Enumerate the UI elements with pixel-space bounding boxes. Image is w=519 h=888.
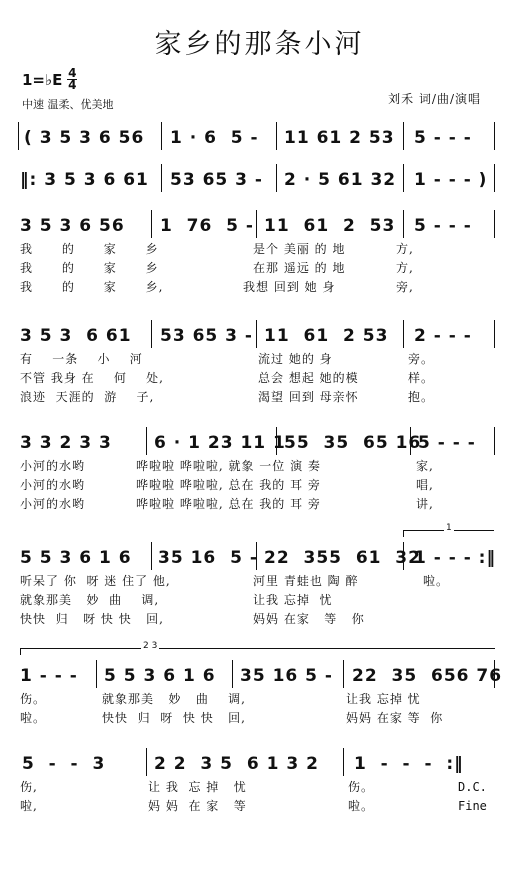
dc-marking: D.C. <box>458 780 487 794</box>
measure: 35 16 5 - <box>158 548 258 568</box>
measure: 1 - - - ) <box>414 170 488 190</box>
lyric-line: 我 的 家 乡, 我想 回到 她 身 旁, <box>20 280 414 294</box>
score-system-1 <box>18 122 496 152</box>
lyric-line: 小河的水哟 哗啦啦 哗啦啦, 总在 我的 耳 旁 讲, <box>20 497 434 511</box>
score-system-5 <box>18 427 496 514</box>
lyric-line: 小河的水哟 哗啦啦 哗啦啦, 就象 一位 演 奏 家, <box>20 459 434 473</box>
measure: 1 - - - :‖ <box>414 548 496 568</box>
song-title: 家乡的那条小河 <box>154 29 365 60</box>
lyric-line: 伤, 让 我 忘 掉 忧 伤。 <box>20 780 375 794</box>
score-system-8 <box>18 748 496 816</box>
note-row <box>18 320 496 350</box>
measure: 5 5 3 6 1 6 <box>20 548 132 568</box>
measure: 53 65 3 - <box>160 326 253 346</box>
key-signature <box>22 68 77 91</box>
measure: 3 5 3 6 56 <box>20 216 125 236</box>
lyric-line: 听呆了 你 呀 迷 住了 他, 河里 青蛙也 陶 醉 啦。 <box>20 574 450 588</box>
measure: 5 - - - <box>414 216 472 236</box>
lyric-line: 快快 归 呀 快 快 回, 妈妈 在家 等 你 <box>20 612 365 626</box>
score-system-6 <box>18 523 496 629</box>
note-row <box>18 660 503 690</box>
measure: 6 · 1 23 11 1 <box>154 433 286 453</box>
lyric-line: 伤。 就象那美 妙 曲 调, 让我 忘掉 忧 <box>20 692 421 706</box>
score-system-7 <box>18 641 503 728</box>
note-row <box>18 427 496 457</box>
volta-1: 1 <box>403 530 494 537</box>
note-row <box>18 164 496 194</box>
fine-marking: Fine <box>458 799 487 813</box>
measure: 1 - - - <box>20 666 78 686</box>
lyric-line: 啦。 快快 归 呀 快 快 回, 妈妈 在家 等 你 <box>20 711 444 725</box>
lyric-line: 我 的 家 乡 在那 遥远 的 地 方, <box>20 261 414 275</box>
time-signature <box>67 68 77 91</box>
measure: 55 35 65 16 <box>284 433 422 453</box>
lyric-line: 浪迹 天涯的 游 子, 渴望 回到 母亲怀 抱。 <box>20 390 435 404</box>
score-system-2 <box>18 164 496 194</box>
score-system-4 <box>18 320 496 407</box>
time-top: 4 <box>68 66 77 80</box>
measure: 11 61 2 53 <box>264 326 389 346</box>
measure: ( 3 5 3 6 56 <box>24 128 145 148</box>
volta-2-3: 2 3 <box>20 648 495 655</box>
measure: 35 16 5 - <box>240 666 333 686</box>
author-credit: 刘禾 词/曲/演唱 <box>388 92 481 106</box>
measure: 3 3 2 3 3 <box>20 433 112 453</box>
measure: 5 - - - <box>418 433 476 453</box>
measure: 5 - - 3 <box>22 754 106 774</box>
lyric-line: 就象那美 妙 曲 调, 让我 忘掉 忧 <box>20 593 333 607</box>
measure: 5 - - - <box>414 128 472 148</box>
measure: 2 2 3 5 6 1 3 2 <box>154 754 319 774</box>
measure: 11 61 2 53 <box>284 128 395 148</box>
measure: 2 - - - <box>414 326 472 346</box>
measure: ‖: 3 5 3 6 61 <box>20 170 149 190</box>
measure: 11 61 2 53 <box>264 216 396 236</box>
lyric-line: 有 一条 小 河 流过 她的 身 旁。 <box>20 352 435 366</box>
measure: 22 355 61 32 <box>264 548 421 568</box>
note-row <box>18 542 496 572</box>
measure: 5 5 3 6 1 6 <box>104 666 216 686</box>
time-bottom: 4 <box>68 78 77 92</box>
key-label: 1=♭E <box>22 70 63 89</box>
note-row <box>18 122 496 152</box>
note-row <box>18 748 496 778</box>
note-row <box>18 210 496 240</box>
measure: 1 · 6 5 - <box>170 128 259 148</box>
measure: 3 5 3 6 61 <box>20 326 132 346</box>
lyric-line: 小河的水哟 哗啦啦 哗啦啦, 总在 我的 耳 旁 唱, <box>20 478 434 492</box>
tempo-marking: 中速 温柔、优美地 <box>22 98 114 111</box>
measure: 22 35 656 76 <box>352 666 503 686</box>
measure: 1 - - - :‖ <box>354 754 464 774</box>
lyric-line: 不管 我身 在 何 处, 总会 想起 她的模 样。 <box>20 371 435 385</box>
lyric-line: 我 的 家 乡 是个 美丽 的 地 方, <box>20 242 414 256</box>
lyric-line: 啦, 妈 妈 在 家 等 啦。 <box>20 799 375 813</box>
score-system-3 <box>18 210 496 297</box>
measure: 2 · 5 61 32 <box>284 170 397 190</box>
measure: 1 76 5 - <box>160 216 254 236</box>
measure: 53 65 3 - <box>170 170 263 190</box>
